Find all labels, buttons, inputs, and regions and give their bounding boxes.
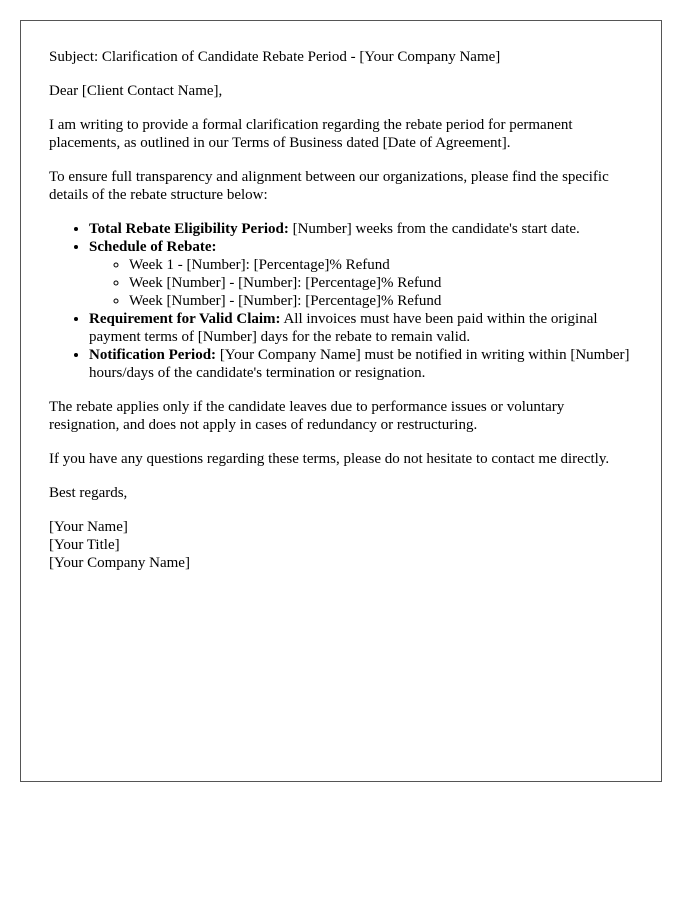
list-item-schedule: [89, 238, 633, 310]
notification-label: Notification Period:: [89, 347, 217, 363]
signature-name: [Your Name]: [49, 519, 128, 535]
transparency-paragraph: To ensure full transparency and alignment between our organizations, please find the specific details of the rebate structure below:: [49, 169, 609, 203]
schedule-list: [89, 256, 633, 310]
list-item-notification: [89, 346, 633, 382]
signature-title: [Your Title]: [49, 537, 120, 553]
intro-paragraph: I am writing to provide a formal clarification regarding the rebate period for permanent placements, as outlined in our Terms of Business dated [Date of Agreement].: [49, 117, 573, 151]
eligibility-label: Total Rebate Eligibility Period:: [89, 221, 289, 237]
schedule-item: ◦ Week [Number] - [Number]: [Percentage]% Refund: [129, 274, 633, 292]
rebate-details-list: [49, 220, 633, 382]
notification-text: [Your Company Name] must be notified in writing within [Number] hours/days of the candidate's termination or resignation.: [89, 347, 630, 381]
applicability-paragraph: The rebate applies only if the candidate leaves due to performance issues or voluntary resignation, and does not apply in cases of redundancy or restructuring.: [49, 399, 565, 433]
signature-company: [Your Company Name]: [49, 555, 190, 571]
letter-document: [20, 20, 662, 782]
schedule-item: ◦ Week [Number] - [Number]: [Percentage]% Refund: [129, 292, 633, 310]
schedule-item: ◦ Week 1 - [Number]: [Percentage]% Refund: [129, 256, 633, 274]
signature-block: [49, 518, 633, 572]
list-item-valid-claim: [89, 310, 633, 346]
questions-paragraph: If you have any questions regarding these terms, please do not hesitate to contact me directly.: [49, 451, 610, 467]
list-item-eligibility: [89, 220, 633, 238]
subject-line: Subject: Clarification of Candidate Rebate Period - [Your Company Name]: [49, 49, 501, 65]
greeting: Dear [Client Contact Name],: [49, 83, 223, 99]
valid-claim-label: Requirement for Valid Claim:: [89, 311, 281, 327]
closing-line: Best regards,: [49, 485, 128, 501]
schedule-label: Schedule of Rebate:: [89, 239, 217, 255]
eligibility-text: [Number] weeks from the candidate's start date.: [288, 221, 580, 237]
valid-claim-text: All invoices must have been paid within the original payment terms of [Number] days for the rebate to remain valid.: [89, 311, 598, 345]
